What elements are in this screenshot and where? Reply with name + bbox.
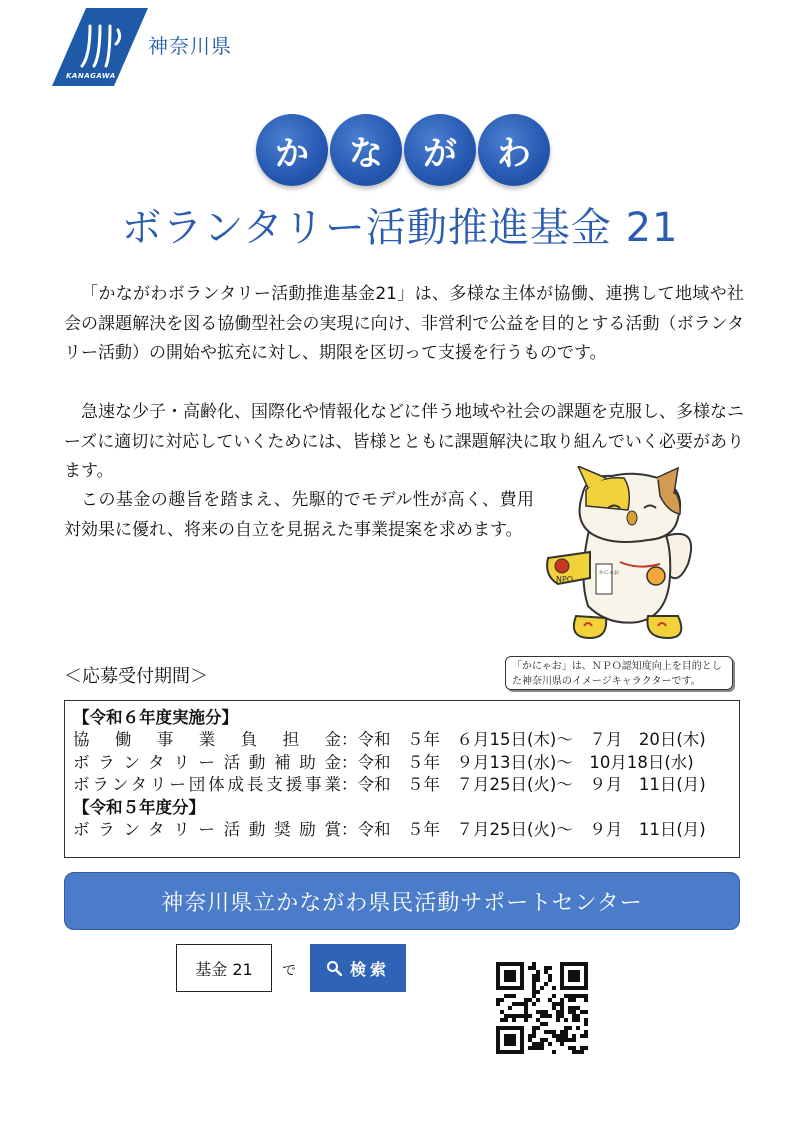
page-title: ボランタリー活動推進基金 21 [121,205,679,251]
schedule-row [73,729,739,751]
schedule-box [64,700,740,858]
search-icon [326,960,342,976]
intro-paragraph-1: 「かながわボランタリー活動推進基金21」は、多様な主体が協働、連携して地域や社会の課題解決を図る協働型社会の実現に向け、非営利で公益を目的とする活動（ボランタリー活動）の開始や拡充に対し、期限を区切って支援を行うものです。 [64,284,744,363]
schedule-row-name: ボランタリー活動奨励賞 [73,820,341,840]
search-connector: で [282,963,296,979]
schedule-r5-header: 【令和５年度分】 [73,797,205,817]
title-circles [256,114,550,188]
logo-wordmark: KANAGAWA [66,72,116,80]
mascot-kanyao-illustration [528,466,708,648]
support-center-banner: 神奈川県立かながわ県民活動サポートセンター [64,872,740,930]
application-period-heading: ＜応募受付期間＞ [64,666,208,687]
schedule-row [73,752,739,774]
schedule-row-dates: ：令和 ５年 ７月25日(火)～ ９月 11日(月) [341,820,706,840]
search-term-box: 基金 21 [176,944,272,992]
schedule-row-name: ボランタリー活動補助金 [73,752,341,772]
qr-code[interactable] [496,962,588,1054]
schedule-row-name: 協働事業負担金 [73,730,341,750]
intro-paragraph-2: 急速な少子・高齢化、国際化や情報化などに伴う地域や社会の課題を克服し、多様なニーズに適切に対応していくためには、皆様とともに課題解決に取り組んでいく必要があります。 [64,402,744,481]
schedule-row [73,774,739,796]
prefecture-name: 神奈川県 [148,34,232,58]
title-circle-1: か [256,114,328,186]
title-circle-2: な [330,114,402,186]
schedule-r6-header: 【令和６年度実施分】 [73,708,238,727]
search-button[interactable] [310,944,406,992]
schedule-row-name: ボランタリー団体成長支援事業 [73,775,341,795]
intro-paragraph-3: この基金の趣旨を踏まえ、先駆的でモデル性が高く、費用対効果に優れ、将来の自立を見据えた事業提案を求めます。 [64,490,534,540]
schedule-row-dates: ：令和 ５年 ９月13日(水)～ 10月18日(水) [341,752,694,772]
mascot-name-tag: かにゃお [599,570,619,576]
title-circle-3: が [404,114,476,186]
mascot-caption: 「かにゃお」は、ＮＰＯ認知度向上を目的とした神奈川県のイメージキャラクターです。 [505,656,733,690]
schedule-row-dates: ：令和 ５年 ６月15日(木)～ ７月 20日(木) [341,730,706,750]
schedule-row [73,819,739,841]
schedule-row-dates: ：令和 ５年 ７月25日(火)～ ９月 11日(月) [341,775,706,795]
title-circle-4: わ [478,114,550,186]
mascot-npo-text: NPO [556,575,574,584]
search-button-label: 検索 [349,959,390,979]
